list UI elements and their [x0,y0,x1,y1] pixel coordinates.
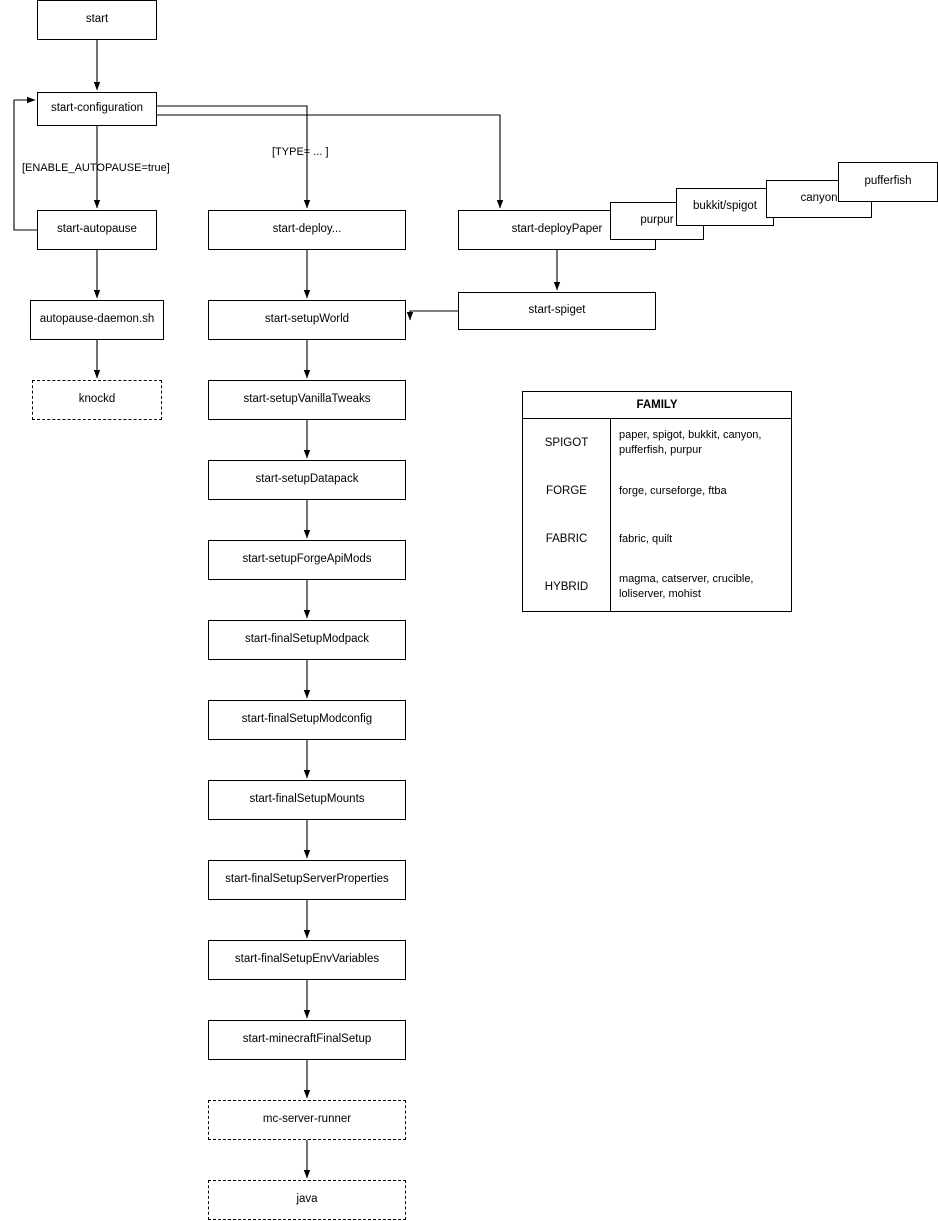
legend-row [523,563,791,611]
node-label: bukkit/spigot [693,200,757,213]
legend-row [523,515,791,563]
node-label: start-finalSetupServerProperties [225,873,389,886]
node-start-finalsetupmodconfig[interactable] [208,700,406,740]
node-java[interactable] [208,1180,406,1220]
node-label: start-finalSetupModpack [244,633,369,646]
node-label: mc-server-runner [262,1113,352,1126]
node-label: autopause-daemon.sh [39,313,155,326]
legend-key: SPIGOT [523,419,611,467]
node-label: pufferfish [864,175,912,188]
node-start-setupvanillatweaks[interactable] [208,380,406,420]
node-start[interactable] [37,0,157,40]
node-label: start-setupWorld [264,313,350,326]
node-label: start-minecraftFinalSetup [242,1033,372,1046]
node-start-spiget[interactable] [458,292,656,330]
node-label: knockd [78,393,116,406]
node-start-deploy[interactable] [208,210,406,250]
node-label: start-setupDatapack [255,473,359,486]
node-bukkit-spigot[interactable] [676,188,774,226]
node-start-finalsetupenvvariables[interactable] [208,940,406,980]
node-label: start-finalSetupEnvVariables [234,953,380,966]
legend-value: magma, catserver, crucible, loliserver, mohist [619,573,754,600]
legend-row [523,467,791,515]
node-label: start-deployPaper [511,223,603,236]
node-start-autopause[interactable] [37,210,157,250]
node-start-finalsetupmodpack[interactable] [208,620,406,660]
node-label: start-deploy... [272,223,342,236]
node-label: start-autopause [57,223,137,236]
node-label: start-finalSetupMounts [249,793,365,806]
node-pufferfish[interactable] [838,162,938,202]
node-start-minecraftfinalsetup[interactable] [208,1020,406,1060]
legend-key: FABRIC [523,515,611,563]
node-start-finalsetupmounts[interactable] [208,780,406,820]
legend-key: FORGE [523,467,611,515]
legend-value: fabric, quilt [619,532,673,545]
node-autopause-daemon[interactable] [30,300,164,340]
node-label: purpur [640,214,674,227]
legend-row [523,419,791,467]
node-label: canyon [800,192,838,205]
node-label: start-finalSetupModconfig [241,713,373,726]
node-label: start-setupForgeApiMods [242,553,372,566]
legend-value: paper, spigot, bukkit, canyon, pufferfish, purpur [619,429,762,456]
node-start-setupforgeapimods[interactable] [208,540,406,580]
legend-family [522,391,792,612]
legend-value: forge, curseforge, ftba [619,484,727,497]
legend-key: HYBRID [523,563,611,611]
node-label: start-configuration [50,102,144,115]
node-mc-server-runner[interactable] [208,1100,406,1140]
node-label: start-spiget [528,304,586,317]
node-knockd[interactable] [32,380,162,420]
node-label: java [296,1193,318,1206]
node-start-finalsetupserverproperties[interactable] [208,860,406,900]
node-label: start [85,13,109,26]
legend-title: FAMILY [523,392,791,419]
edge-label-enable-autopause: [ENABLE_AUTOPAUSE=true] [22,162,170,174]
edge-label-type: [TYPE= ... ] [272,146,329,158]
node-start-setupworld[interactable] [208,300,406,340]
node-start-setupdatapack[interactable] [208,460,406,500]
node-label: start-setupVanillaTweaks [243,393,371,406]
node-start-configuration[interactable] [37,92,157,126]
